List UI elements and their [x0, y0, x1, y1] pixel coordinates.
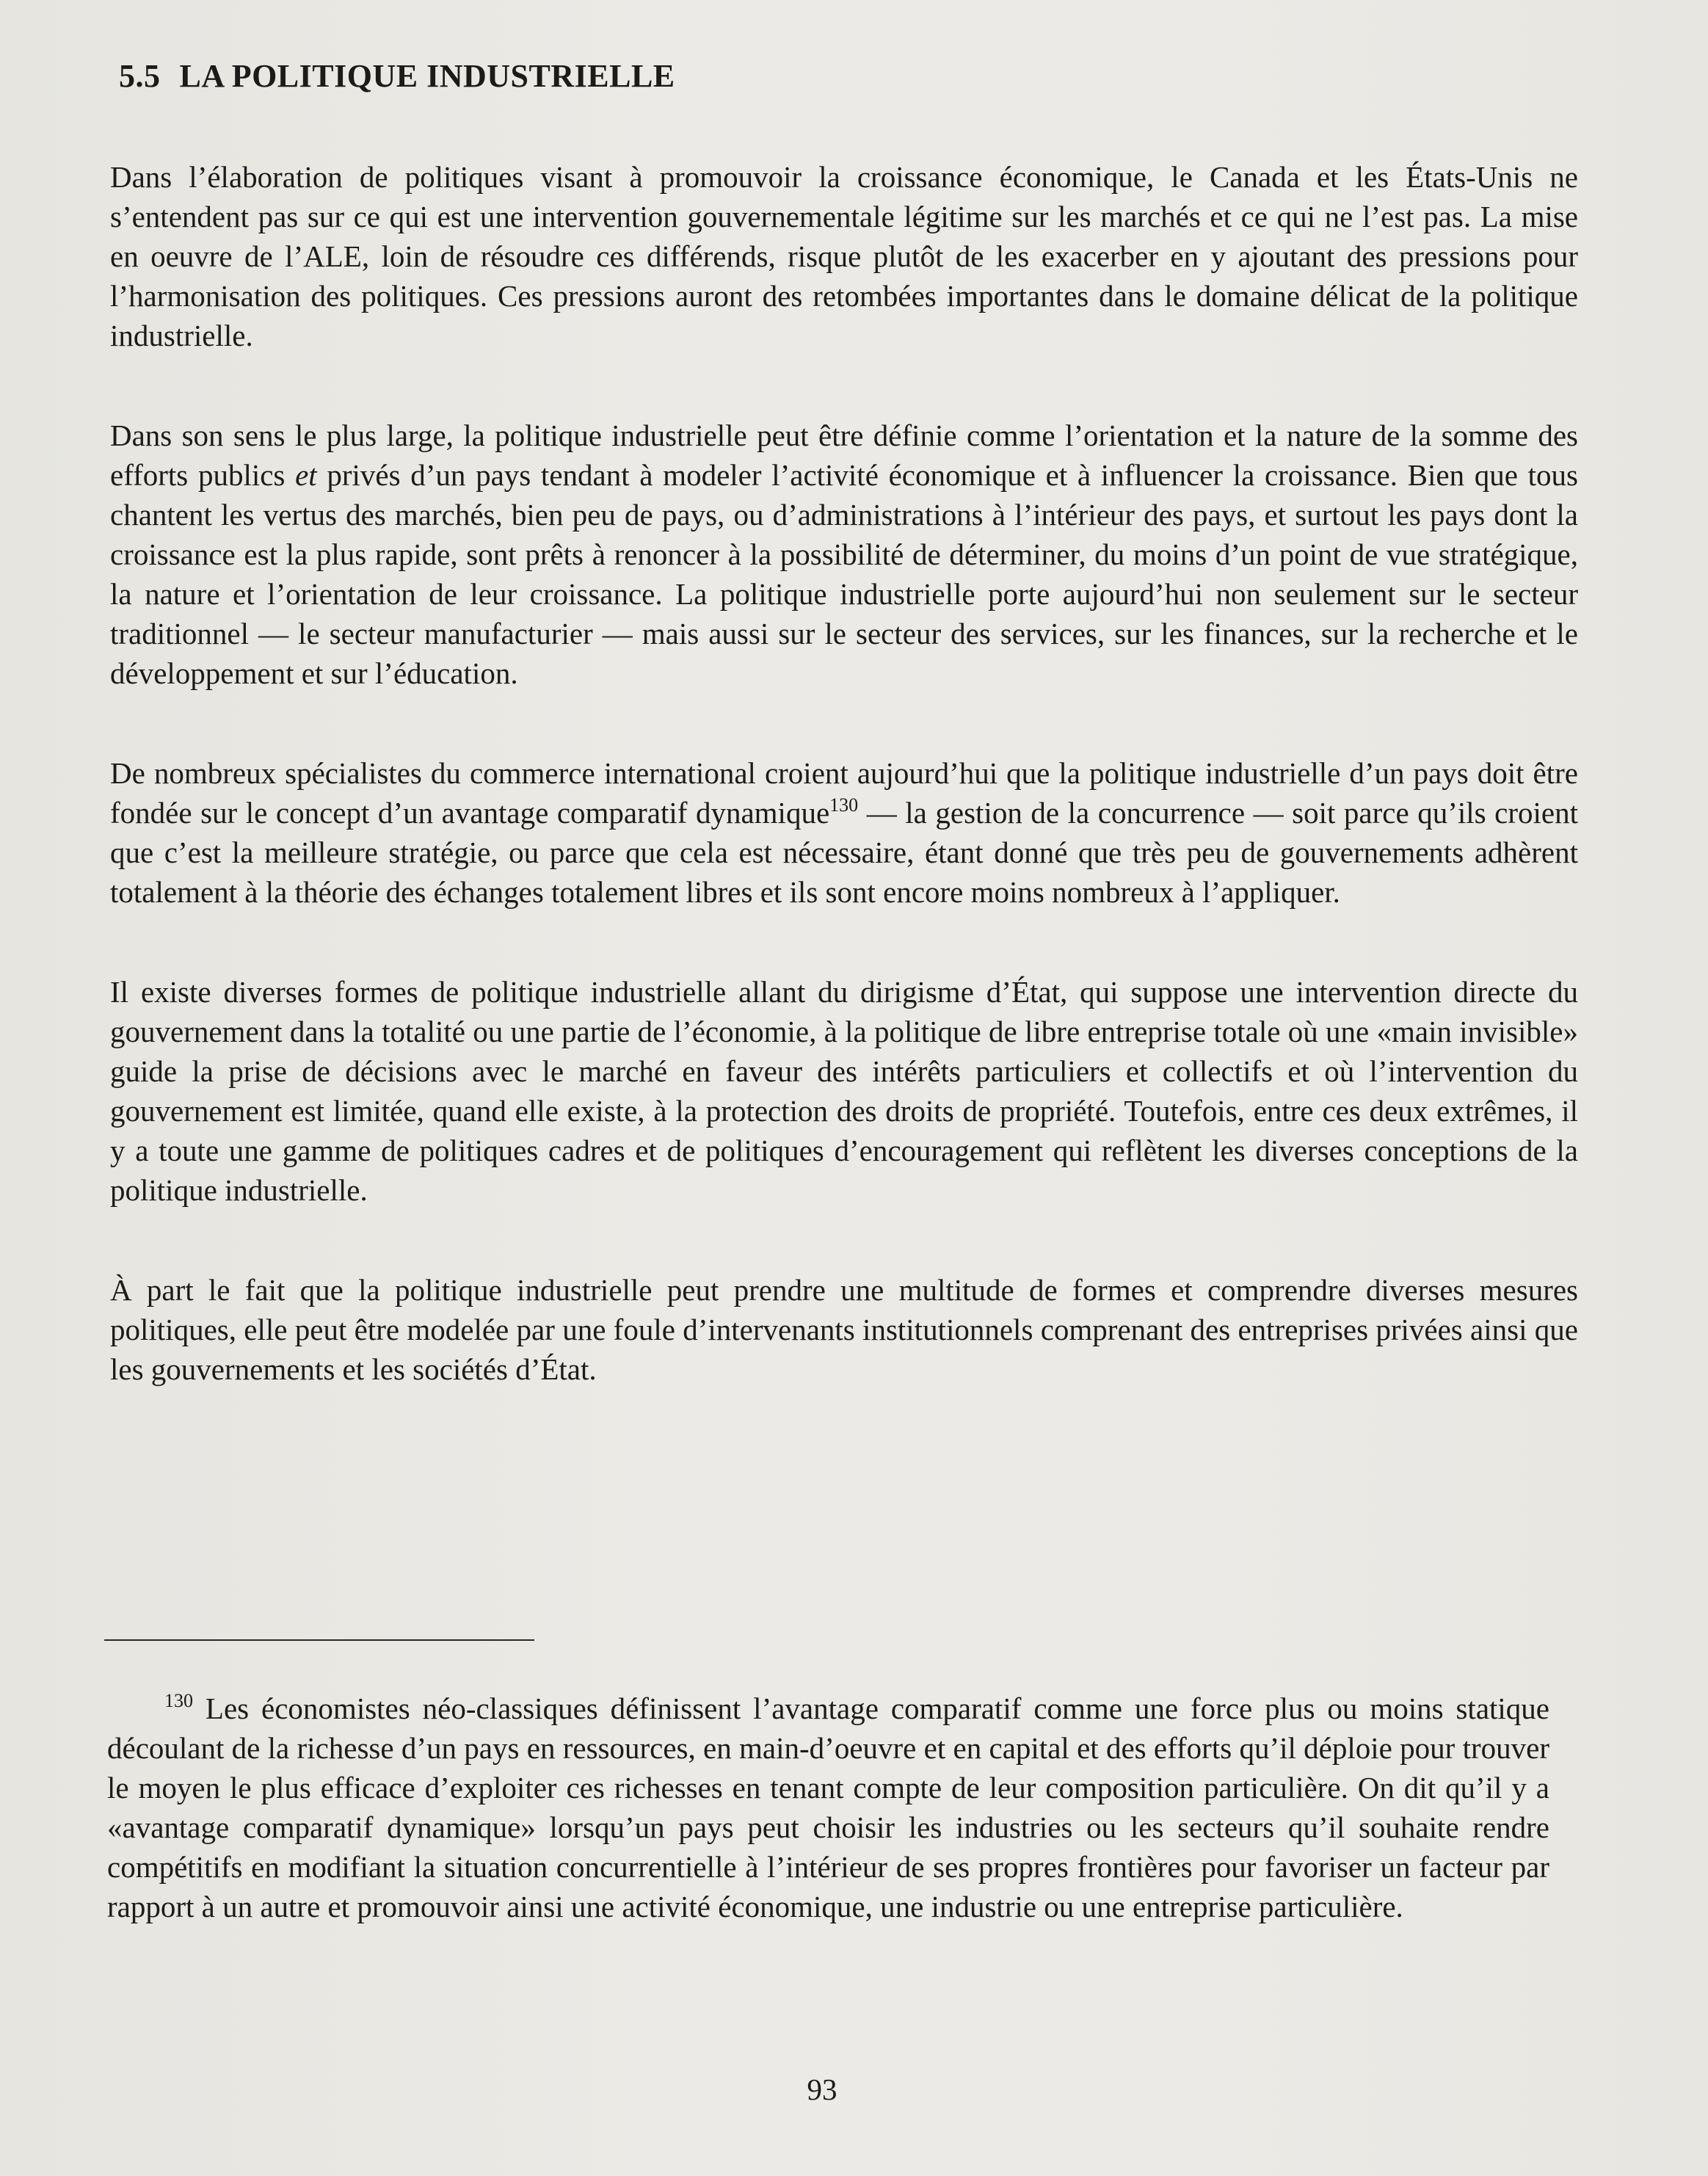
section-heading — [119, 57, 675, 95]
page-number: 93 — [807, 2072, 837, 2106]
footnote-text: Les économistes néo-classiques définissent l’avantage comparatif comme une force plus ou moins statique découlant de la richesse d’un pays en ressources, en main-d’oeuvre et en capital et des efforts qu’il déploie pour trouver le moyen le plus efficace d’exploiter ces richesses en tenant compte de leur composition particulière. On dit qu’il y a «avantage comparatif dynamique» lorsqu’un pays peut choisir les industries ou les secteurs qu’il souhaite rendre compétitifs en modifiant la situation concurrentielle à l’intérieur de ses propres frontières pour favoriser un facteur par rapport à un autre et promouvoir ainsi une activité économique, une industrie ou une entreprise particulière. — [107, 1691, 1550, 1923]
paragraph-3-part-2: — la gestion de la concurrence — soit parce qu’ils croient que c’est la meilleure stratégie, ou parce que cela est nécessaire, étant donné que très peu de gouvernements adhèrent totalement à la théorie des échanges totalement libres et ils sont encore moins nombreux à l’appliquer. — [110, 796, 1578, 909]
paragraph-2-part-1: Dans son sens le plus large, la politique industrielle peut être définie comme l’orientation et la nature de la somme des efforts publics — [110, 418, 1578, 492]
paragraph-4: Il existe diverses formes de politique industrielle allant du dirigisme d’État, qui suppose une intervention directe du gouvernement dans la totalité ou une partie de l’économie, à la politique de libre entreprise totale où une «main invisible» guide la prise de décisions avec le marché en faveur des intérêts particuliers et collectifs et où l’intervention du gouvernement est limitée, quand elle existe, à la protection des droits de propriété. Toutefois, entre ces deux extrêmes, il y a toute une gamme de politiques cadres et de politiques d’encouragement qui reflètent les diverses conceptions de la politique industrielle. — [110, 975, 1578, 1207]
paragraph-3-part-1: De nombreux spécialistes du commerce international croient aujourd’hui que la politique industrielle d’un pays doit être fondée sur le concept d’un avantage comparatif dynamique — [110, 756, 1578, 830]
footnote-divider — [104, 1639, 534, 1641]
paragraph-2-part-2: privés d’un pays tendant à modeler l’activité économique et à influencer la croissance. Bien que tous chantent les vertus des marchés, bien peu de pays, ou d’administrations à l’intérieur des pays, et surtout les pays dont la croissance est la plus rapide, sont prêts à renoncer à la possibilité de déterminer, du moins d’un point de vue stratégique, la nature et l’orientation de leur croissance. La politique industrielle porte aujourd’hui non seulement sur le secteur traditionnel — le secteur manufacturier — mais aussi sur le secteur des services, sur les finances, sur la recherche et le développement et sur l’éducation. — [110, 458, 1578, 690]
paragraph-2 — [110, 416, 1578, 693]
footnote — [107, 1689, 1549, 1926]
paragraph-1: Dans l’élaboration de politiques visant à promouvoir la croissance économique, le Canada et les États-Unis ne s’entendent pas sur ce qui est une intervention gouvernementale légitime sur les marchés et ce qui ne l’est pas. La mise en oeuvre de l’ALE, loin de résoudre ces différends, risque plutôt de les exacerber en y ajoutant des pressions pour l’harmonisation des politiques. Ces pressions auront des retombées importantes dans le domaine délicat de la politique industrielle. — [110, 160, 1578, 352]
body-text — [110, 157, 1578, 1449]
paragraph-2-emphasis: et — [295, 458, 317, 492]
paragraph-3 — [110, 753, 1578, 912]
footnote-number: 130 — [164, 1690, 193, 1711]
paragraph-5: À part le fait que la politique industrielle peut prendre une multitude de formes et comprendre diverses mesures politiques, elle peut être modelée par une foule d’intervenants institutionnels comprenant des entreprises privées ainsi que les gouvernements et les sociétés d’État. — [110, 1273, 1578, 1386]
footnote-reference: 130 — [829, 794, 859, 816]
section-number: 5.5 — [119, 58, 161, 94]
section-title: LA POLITIQUE INDUSTRIELLE — [179, 58, 675, 94]
